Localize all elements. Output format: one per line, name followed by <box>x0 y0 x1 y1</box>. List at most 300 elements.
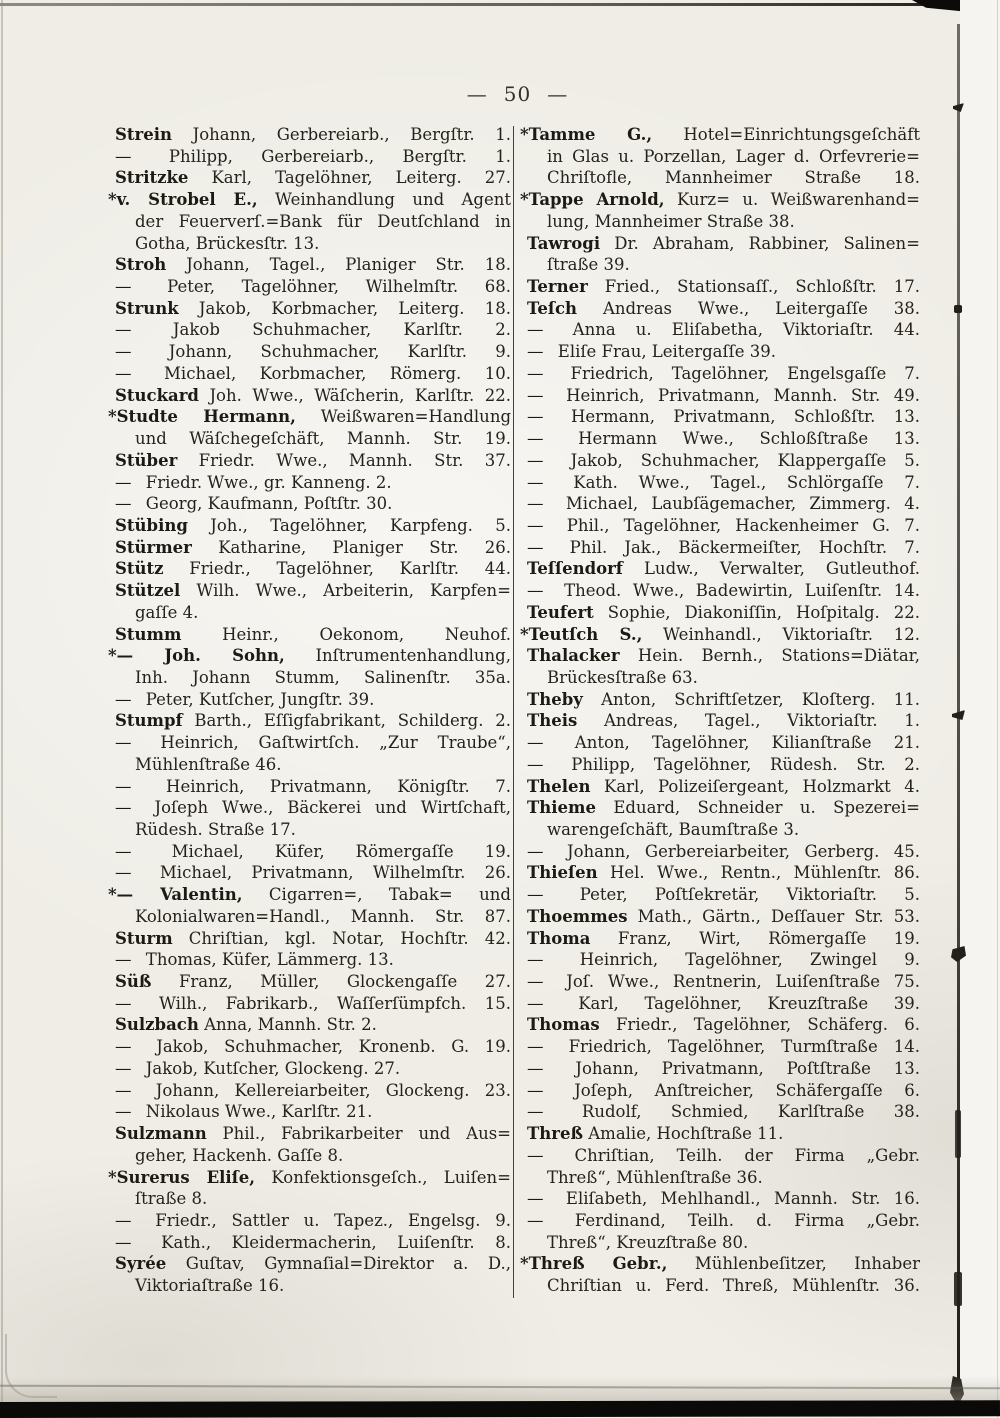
entry-surname: Stumm <box>115 624 182 644</box>
directory-entry <box>115 971 511 993</box>
entry-line-text: — Friedr. Wwe., gr. Kanneng. 2. <box>115 472 392 492</box>
entry-line <box>115 928 511 950</box>
entry-surname: *v. Strobel E., <box>108 190 258 210</box>
directory-entry <box>527 472 920 494</box>
directory-entry <box>527 1145 920 1188</box>
directory-entry <box>527 884 920 906</box>
directory-entry <box>115 928 511 950</box>
entry-line <box>527 1080 920 1102</box>
entry-surname: Süß <box>115 972 152 992</box>
directory-entry <box>527 1123 920 1145</box>
repeat-surname-dash: — <box>527 1145 544 1165</box>
entry-line <box>527 1232 920 1254</box>
directory-entry <box>115 689 511 711</box>
entry-line-text: — Anna u. Eliſabetha, Viktoriaſtr. 44. <box>527 320 920 340</box>
header-dash-right: — <box>547 82 569 106</box>
entry-line-text: Stürmer Katharine, Planiger Str. 26. <box>115 537 511 557</box>
entry-line-text: — Heinrich, Tagelöhner, Zwingel 9. <box>527 950 920 970</box>
repeat-surname-dash: — <box>115 776 132 796</box>
repeat-surname-dash: — <box>115 472 132 492</box>
entry-line <box>527 515 920 537</box>
entry-line <box>527 602 920 624</box>
directory-entry <box>115 341 511 363</box>
repeat-surname-dash: — <box>527 320 544 340</box>
directory-entry <box>115 472 511 494</box>
directory-entry <box>527 428 920 450</box>
directory-entry <box>527 862 920 884</box>
directory-column-right <box>520 124 921 1297</box>
entry-line <box>115 710 511 732</box>
entry-line <box>527 472 920 494</box>
entry-line <box>527 254 920 276</box>
repeat-surname-dash: — <box>527 1058 544 1078</box>
entry-line <box>520 189 921 211</box>
entry-line-text: — Michael, Laubſägemacher, Zimmerg. 4. <box>527 494 920 514</box>
directory-entry <box>115 146 511 168</box>
entry-surname: Teſch <box>527 298 578 318</box>
entry-line <box>115 776 511 798</box>
scan-artifact-next-page-edge <box>960 0 1000 1418</box>
directory-entry <box>527 602 920 624</box>
entry-line <box>527 667 920 689</box>
entry-line <box>527 558 920 580</box>
entry-line-text: Brückesſtraße 63. <box>547 667 698 687</box>
directory-entry <box>115 1210 511 1232</box>
directory-entry <box>527 971 920 993</box>
repeat-surname-dash: — <box>527 1210 544 1230</box>
entry-line-text: warengeſchäft, Baumſtraße 3. <box>547 820 800 839</box>
directory-entry <box>115 993 511 1015</box>
entry-line <box>115 558 511 580</box>
directory-entry <box>527 797 920 840</box>
directory-entry <box>115 276 511 298</box>
entry-line <box>527 776 920 798</box>
repeat-surname-dash: — <box>527 472 544 492</box>
entry-line <box>115 906 511 928</box>
entry-surname: Sulzbach <box>115 1015 199 1035</box>
entry-line-text: Thoma Franz, Wirt, Römergaſſe 19. <box>527 928 920 948</box>
entry-surname: *Threß Gebr., <box>520 1254 668 1274</box>
entry-line <box>115 515 511 537</box>
directory-entry <box>115 1123 511 1166</box>
entry-line-text: — Kath., Kleidermacherin, Luiſenſtr. 8. <box>115 1232 511 1252</box>
entry-line <box>527 884 920 906</box>
repeat-surname-dash: — <box>527 885 544 905</box>
directory-entry <box>527 319 920 341</box>
entry-line-text: und Wäſchegeſchäft, Mannh. Str. 19. <box>135 429 511 449</box>
entry-line-text: Viktoriaſtraße 16. <box>135 1276 285 1296</box>
entry-line-text: *Tamme G., Hotel=Einrichtungsgeſchäft <box>520 125 921 144</box>
entry-surname: *— Valentin, <box>108 885 243 905</box>
entry-line-text: Süß Franz, Müller, Glockengaſſe 27. <box>115 972 511 992</box>
entry-line-text: — Heinrich, Privatmann, Königſtr. 7. <box>115 776 511 796</box>
directory-entry <box>527 558 920 580</box>
entry-line-text: Strunk Jakob, Korbmacher, Leiterg. 18. <box>115 298 511 318</box>
entry-line-text: — Phil. Jak., Bäckermeiſter, Hochſtr. 7. <box>527 537 920 557</box>
directory-entry <box>527 754 920 776</box>
entry-surname: Teſſendorf <box>527 559 623 579</box>
scan-artifact-top-edge <box>0 3 1000 6</box>
entry-line-text: — Friedrich, Tagelöhner, Turmſtraße 14. <box>527 1037 920 1057</box>
entry-line-text: Mühlenſtraße 46. <box>135 754 282 774</box>
entry-line <box>527 341 920 363</box>
entry-line <box>115 602 511 624</box>
entry-line <box>527 993 920 1015</box>
entry-line <box>527 906 920 928</box>
directory-entry <box>115 1036 511 1058</box>
entry-line <box>527 146 920 168</box>
entry-line <box>108 645 511 667</box>
entry-line <box>527 167 920 189</box>
directory-entry <box>527 537 920 559</box>
entry-line <box>115 385 511 407</box>
entry-line-text: — Philipp, Tagelöhner, Rüdesh. Str. 2. <box>527 754 920 774</box>
entry-line-text: Thelen Karl, Polizeiſergeant, Holzmarkt 4. <box>527 776 920 796</box>
entry-surname: *Studte Hermann, <box>108 407 296 427</box>
entry-surname: Stübing <box>115 515 188 535</box>
entry-line <box>527 1275 920 1297</box>
directory-entry <box>115 1058 511 1080</box>
entry-line-text: Stritzke Karl, Tagelöhner, Leiterg. 27. <box>115 168 511 188</box>
entry-line-text: — Chriſtian, Teilh. der Firma „Gebr. <box>527 1145 920 1165</box>
entry-line-text: Teſch Andreas Wwe., Leitergaſſe 38. <box>527 298 920 318</box>
entry-line-text: Gotha, Brückesſtr. 13. <box>135 233 320 253</box>
entry-line-text: — Karl, Tagelöhner, Kreuzſtraße 39. <box>527 993 920 1013</box>
entry-line-text: gaſſe 4. <box>135 602 199 622</box>
directory-entry <box>527 1080 920 1102</box>
directory-entry <box>527 385 920 407</box>
directory-entry <box>527 298 920 320</box>
directory-entry <box>108 189 511 254</box>
repeat-surname-dash: — <box>115 1102 132 1122</box>
directory-entry <box>527 710 920 732</box>
entry-line-text: *v. Strobel E., Weinhandlung und Agent <box>108 190 511 210</box>
entry-line-text: — Peter, Poſtſekretär, Viktoriaſtr. 5. <box>527 885 920 905</box>
directory-entry <box>115 580 511 623</box>
directory-entry <box>520 1253 921 1296</box>
entry-surname: Thalacker <box>527 646 620 666</box>
entry-surname: *Teutſch S., <box>520 624 643 644</box>
entry-line <box>115 754 511 776</box>
entry-line-text: Theby Anton, Schriftſetzer, Kloſterg. 11. <box>527 689 920 709</box>
entry-line <box>527 450 920 472</box>
entry-line <box>115 862 511 884</box>
entry-line-text: — Johann, Schuhmacher, Karlſtr. 9. <box>115 342 511 362</box>
repeat-surname-dash: — <box>527 407 544 427</box>
entry-line-text: Threß Amalie, Hochſtraße 11. <box>527 1124 784 1144</box>
repeat-surname-dash: — <box>527 1189 544 1209</box>
entry-surname: Stritzke <box>115 168 189 188</box>
directory-entry <box>115 841 511 863</box>
directory-entry <box>527 928 920 950</box>
entry-line-text: *Surerus Eliſe, Konfektionsgeſch., Luiſen= <box>108 1167 511 1187</box>
directory-entry <box>115 1080 511 1102</box>
repeat-surname-dash: — <box>115 798 132 818</box>
directory-entry <box>527 450 920 472</box>
scan-artifact-blob <box>954 305 962 313</box>
entry-line-text: Stübing Joh., Tagelöhner, Karpfeng. 5. <box>115 515 511 535</box>
entry-line-text: lung, Mannheimer Straße 38. <box>547 211 795 231</box>
entry-surname: Stürmer <box>115 537 192 557</box>
directory-entry <box>527 276 920 298</box>
entry-surname: *— Joh. Sohn, <box>108 646 285 666</box>
entry-line-text: — Georg, Kaufmann, Poſtſtr. 30. <box>115 494 393 514</box>
repeat-surname-dash: — <box>527 950 544 970</box>
entry-line-text: — Wilh., Fabrikarb., Waſſerſümpfch. 15. <box>115 993 511 1013</box>
directory-entry <box>527 906 920 928</box>
entry-line <box>527 710 920 732</box>
repeat-surname-dash: — <box>527 972 544 992</box>
directory-entry <box>108 884 511 927</box>
entry-line <box>115 689 511 711</box>
entry-line <box>115 797 511 819</box>
entry-line-text: — Anton, Tagelöhner, Kilianſtraße 21. <box>527 733 920 753</box>
scan-artifact-bottom-black-bar <box>0 1400 1000 1418</box>
repeat-surname-dash: — <box>115 277 132 297</box>
scan-artifact-blob <box>954 1272 962 1306</box>
entry-line <box>108 1167 511 1189</box>
entry-line-text: — Jakob Schuhmacher, Karlſtr. 2. <box>115 320 511 340</box>
entry-surname: Stütz <box>115 559 164 579</box>
entry-line-text: Stumpf Barth., Eſſigfabrikant, Schilderg. 2. <box>115 711 511 731</box>
entry-surname: Sulzmann <box>115 1124 207 1144</box>
directory-entry <box>527 689 920 711</box>
entry-line-text: Stütz Friedr., Tagelöhner, Karlſtr. 44. <box>115 559 511 579</box>
entry-line-text: — Jakob, Schuhmacher, Kronenb. G. 19. <box>115 1037 511 1057</box>
entry-line-text: Theis Andreas, Tagel., Viktoriaſtr. 1. <box>527 711 920 731</box>
directory-entry <box>527 341 920 363</box>
entry-line <box>115 537 511 559</box>
entry-line <box>115 233 511 255</box>
entry-line-text: Syrée Guſtav, Gymnaſial=Direktor a. D., <box>115 1254 511 1274</box>
directory-entry <box>115 167 511 189</box>
entry-line-text: Tawrogi Dr. Abraham, Rabbiner, Salinen= <box>527 233 920 253</box>
directory-entry <box>115 493 511 515</box>
page-header <box>115 82 920 106</box>
repeat-surname-dash: — <box>527 450 544 470</box>
entry-line-text: — Peter, Tagelöhner, Wilhelmſtr. 68. <box>115 277 511 297</box>
entry-line <box>527 428 920 450</box>
entry-line <box>527 819 920 841</box>
entry-line-text: — Eliſe Frau, Leitergaſſe 39. <box>527 342 776 362</box>
entry-line-text: — Friedr., Sattler u. Tapez., Engelsg. 9. <box>115 1210 511 1230</box>
repeat-surname-dash: — <box>527 841 544 861</box>
repeat-surname-dash: — <box>115 320 132 340</box>
entry-line-text: ſtraße 8. <box>135 1189 208 1209</box>
entry-line <box>527 233 920 255</box>
entry-line <box>520 624 920 646</box>
entry-surname: Theby <box>527 689 583 709</box>
entry-surname: Stroh <box>115 255 167 275</box>
entry-surname: Thoemmes <box>527 906 628 926</box>
directory-entry <box>527 580 920 602</box>
entry-line <box>527 298 920 320</box>
entry-line-text: Threß“, Mühlenſtraße 36. <box>547 1167 763 1187</box>
entry-line-text: — Rudolf, Schmied, Karlſtraße 38. <box>527 1102 920 1122</box>
directory-entry <box>520 624 920 646</box>
entry-line <box>115 1080 511 1102</box>
entry-line-text: — Johann, Kellereiarbeiter, Glockeng. 23. <box>115 1080 511 1100</box>
entry-line-text: Thoemmes Math., Gärtn., Deſſauer Str. 53. <box>527 906 920 926</box>
entry-surname: Syrée <box>115 1254 167 1274</box>
entry-line-text: *— Valentin, Cigarren=, Tabak= und <box>108 885 511 905</box>
repeat-surname-dash: — <box>115 841 132 861</box>
directory-entry <box>527 493 920 515</box>
entry-line-text: — Michael, Küfer, Römergaſſe 19. <box>115 841 511 861</box>
entry-line <box>527 645 920 667</box>
entry-line-text: der Feuerverſ.=Bank für Deutſchland in <box>135 211 511 231</box>
entry-line <box>115 276 511 298</box>
directory-entry <box>527 732 920 754</box>
directory-entry <box>115 1014 511 1036</box>
entry-line <box>115 1232 511 1254</box>
directory-entry <box>527 776 920 798</box>
entry-surname: *Tappe Arnold, <box>520 190 665 210</box>
entry-line <box>527 363 920 385</box>
directory-entry <box>115 537 511 559</box>
entry-line-text: — Ferdinand, Teilh. d. Firma „Gebr. <box>527 1210 920 1230</box>
entry-line-text: ſtraße 39. <box>547 255 630 275</box>
repeat-surname-dash: — <box>527 1037 544 1057</box>
entry-line-text: Threß“, Kreuzſtraße 80. <box>547 1232 749 1252</box>
directory-entry <box>527 1058 920 1080</box>
scan-artifact-blob <box>955 1110 961 1158</box>
repeat-surname-dash: — <box>115 342 132 362</box>
entry-line <box>527 276 920 298</box>
entry-line-text: — Thomas, Küfer, Lämmerg. 13. <box>115 950 394 970</box>
entry-line-text: — Peter, Kutſcher, Jungſtr. 39. <box>115 689 375 709</box>
entry-surname: Tawrogi <box>527 233 601 253</box>
repeat-surname-dash: — <box>527 385 544 405</box>
entry-line <box>527 862 920 884</box>
repeat-surname-dash: — <box>115 863 132 883</box>
entry-line <box>527 537 920 559</box>
entry-line <box>527 1101 920 1123</box>
page-number: 50 <box>503 82 532 106</box>
entry-line <box>527 754 920 776</box>
entry-line <box>115 993 511 1015</box>
entry-line <box>527 319 920 341</box>
repeat-surname-dash: — <box>527 1102 544 1122</box>
entry-line <box>108 406 512 428</box>
repeat-surname-dash: — <box>527 515 544 535</box>
entry-line <box>115 971 511 993</box>
entry-line-text: — Theod. Wwe., Badewirtin, Luiſenſtr. 14. <box>527 581 920 601</box>
entry-line <box>115 1210 511 1232</box>
repeat-surname-dash: — <box>527 581 544 601</box>
entry-line-text: Sulzbach Anna, Mannh. Str. 2. <box>115 1015 377 1035</box>
entry-line <box>527 211 920 233</box>
directory-entry <box>527 406 920 428</box>
directory-entry <box>527 645 920 688</box>
entry-line <box>527 949 920 971</box>
entry-surname: *Tamme G., <box>520 125 653 144</box>
directory-entry <box>115 298 511 320</box>
directory-entry <box>527 363 920 385</box>
entry-line-text: — Joſ. Wwe., Rentnerin, Luiſenſtraße 75. <box>527 972 920 992</box>
directory-entry <box>115 1232 511 1254</box>
entry-line <box>527 1123 920 1145</box>
entry-line-text: — Phil., Tagelöhner, Hackenheimer G. 7. <box>527 515 920 535</box>
entry-line-text: *Tappe Arnold, Kurz= u. Weißwarenhand= <box>520 190 921 210</box>
entry-line-text: — Nikolaus Wwe., Karlſtr. 21. <box>115 1102 373 1122</box>
entry-line <box>115 1036 511 1058</box>
entry-line <box>527 689 920 711</box>
directory-entry <box>527 1014 920 1036</box>
directory-entry <box>115 862 511 884</box>
entry-line-text: Rüdesh. Straße 17. <box>135 820 296 839</box>
entry-surname: Stuckard <box>115 385 199 405</box>
directory-entry <box>527 1210 920 1253</box>
entry-line <box>115 1145 511 1167</box>
entry-surname: Stumpf <box>115 711 183 731</box>
entry-line-text: Stumm Heinr., Oekonom, Neuhof. <box>115 624 511 644</box>
entry-surname: Theis <box>527 711 578 731</box>
entry-line <box>115 363 511 385</box>
entry-surname: Strein <box>115 125 172 144</box>
directory-entry <box>520 124 921 189</box>
repeat-surname-dash: — <box>527 754 544 774</box>
repeat-surname-dash: — <box>527 993 544 1013</box>
entry-line-text: — Joſeph Wwe., Bäckerei und Wirtſchaft, <box>115 798 511 818</box>
entry-line-text: *Threß Gebr., Mühlenbeſitzer, Inhaber <box>520 1254 921 1274</box>
entry-line <box>115 732 511 754</box>
directory-entry <box>115 776 511 798</box>
entry-line <box>527 1188 920 1210</box>
scan-artifact-bottom-shading <box>0 1376 1000 1402</box>
entry-surname: Terner <box>527 277 588 297</box>
entry-line <box>527 841 920 863</box>
entry-line-text: Strein Johann, Gerbereiarb., Bergſtr. 1. <box>115 125 511 144</box>
repeat-surname-dash: — <box>527 429 544 449</box>
entry-line <box>115 949 511 971</box>
repeat-surname-dash: — <box>115 494 132 514</box>
entry-surname: Thieme <box>527 798 596 818</box>
directory-entry <box>115 1253 511 1296</box>
entry-line-text: — Johann, Privatmann, Poſtſtraße 13. <box>527 1058 920 1078</box>
entry-line <box>115 428 511 450</box>
entry-line-text: — Hermann Wwe., Schloßſtraße 13. <box>527 429 920 449</box>
scan-artifact-next-page-line <box>997 0 998 1418</box>
entry-surname: Thomas <box>527 1015 600 1035</box>
repeat-surname-dash: — <box>115 1058 132 1078</box>
column-divider-rule <box>513 126 514 1298</box>
directory-entry <box>115 515 511 537</box>
entry-line-text: Chriſtian u. Ferd. Threß, Mühlenſtr. 36. <box>547 1276 920 1296</box>
entry-line <box>115 624 511 646</box>
directory-entry <box>115 124 511 146</box>
entry-line <box>527 732 920 754</box>
entry-line-text: Stützel Wilh. Wwe., Arbeiterin, Karpfen= <box>115 581 511 601</box>
directory-entry <box>115 1101 511 1123</box>
entry-line-text: — Joſeph, Anſtreicher, Schäfergaſſe 6. <box>527 1080 920 1100</box>
entry-line <box>527 971 920 993</box>
entry-line <box>115 1101 511 1123</box>
entry-line <box>115 493 511 515</box>
directory-entry <box>520 189 921 232</box>
repeat-surname-dash: — <box>527 342 544 362</box>
entry-line-text: Kolonialwaren=Handl., Mannh. Str. 87. <box>135 906 511 926</box>
entry-line-text: Terner Fried., Stationsaſſ., Schloßſtr. 17. <box>527 277 920 297</box>
entry-line <box>115 167 511 189</box>
repeat-surname-dash: — <box>115 363 132 383</box>
entry-surname: Sturm <box>115 928 173 948</box>
entry-surname: Thoma <box>527 928 591 948</box>
directory-entry <box>527 993 920 1015</box>
entry-line <box>520 124 921 146</box>
entry-line-text: Inh. Johann Stumm, Salinenſtr. 35a. <box>135 667 511 687</box>
directory-entry <box>115 319 511 341</box>
